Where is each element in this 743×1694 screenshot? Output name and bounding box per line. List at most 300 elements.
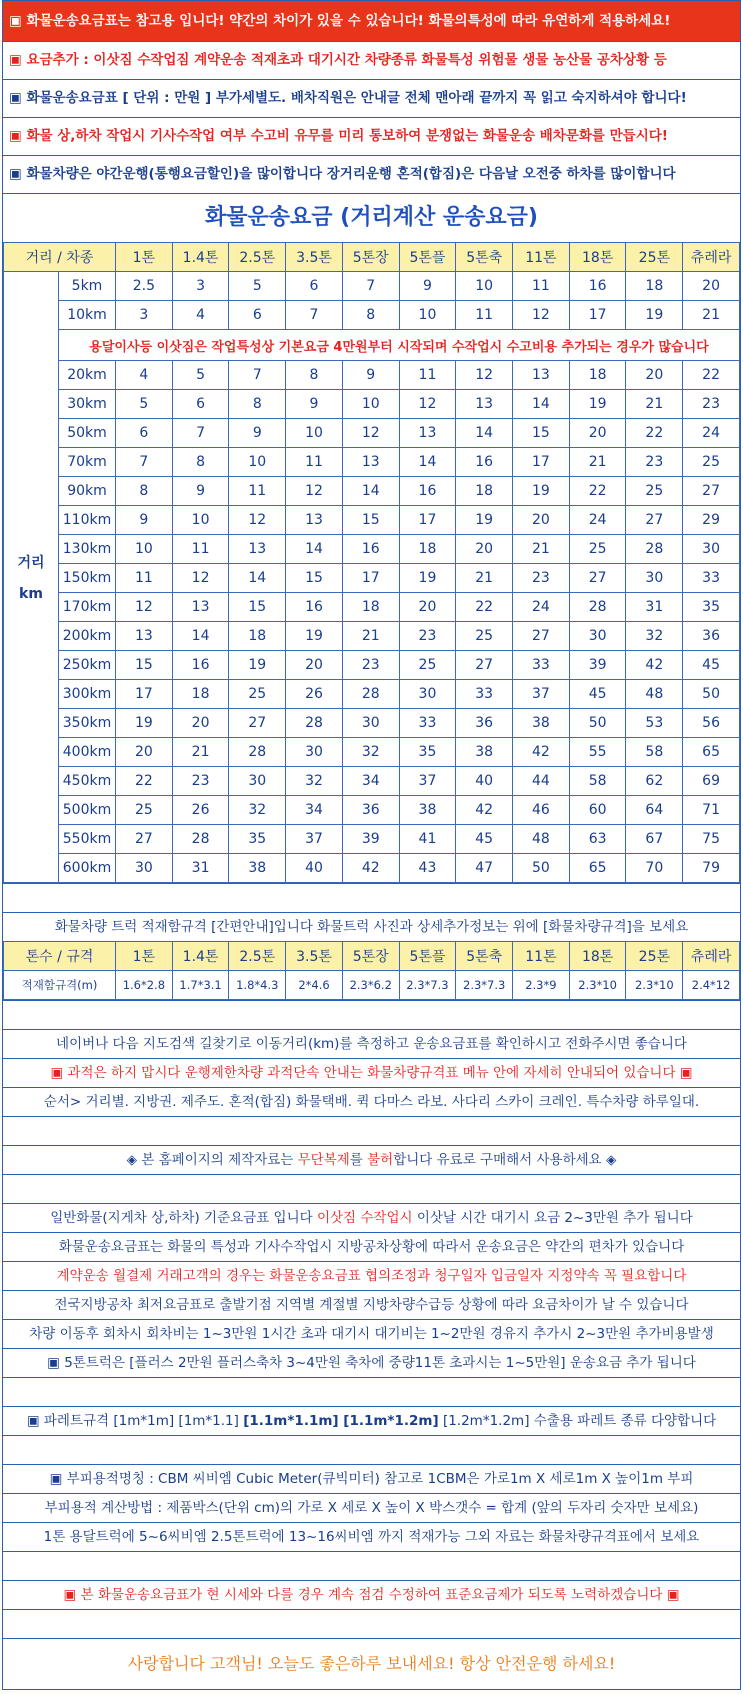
rate-cell: 7	[342, 272, 399, 301]
rate-cell: 8	[286, 361, 343, 390]
rate-cell: 30	[229, 767, 286, 796]
rate-cell: 6	[172, 390, 229, 419]
rate-cell: 27	[513, 622, 570, 651]
rate-cell: 11	[399, 361, 456, 390]
rate-cell: 12	[172, 564, 229, 593]
rate-cell: 6	[229, 301, 286, 330]
rate-cell: 30	[683, 535, 740, 564]
rate-cell: 20	[399, 593, 456, 622]
pallet-part: ▣ 파레트규격 [1m*1m] [1m*1.1]	[26, 1413, 244, 1429]
rate-row	[4, 564, 740, 593]
rate-cell: 25	[626, 477, 683, 506]
rate-cell: 13	[342, 448, 399, 477]
rate-col-header: 5톤장	[342, 243, 399, 272]
rate-cell: 23	[399, 622, 456, 651]
pallet-note	[3, 1406, 740, 1435]
rate-row	[4, 709, 740, 738]
rate-cell: 35	[399, 738, 456, 767]
rate-cell: 19	[116, 709, 173, 738]
rate-cell: 31	[172, 854, 229, 883]
rate-cell: 9	[286, 390, 343, 419]
rate-cell: 24	[683, 419, 740, 448]
spacer	[3, 1000, 740, 1029]
rate-row	[4, 301, 740, 330]
rate-cell: 25	[569, 535, 626, 564]
general-note-5: 차량 이동후 회차시 회차비는 1~3만원 1시간 초과 대기시 대기비는 1~2만원 경유지 추가시 2~3만원 추가비용발생	[3, 1319, 740, 1348]
rate-cell: 18	[172, 680, 229, 709]
rate-cell: 70	[626, 854, 683, 883]
rate-cell: 32	[286, 767, 343, 796]
rate-cell: 13	[172, 593, 229, 622]
rate-cell: 2.5	[116, 272, 173, 301]
spec-cell: 2.3*10	[626, 971, 683, 1000]
spec-col-header: 2.5톤	[229, 942, 286, 971]
spacer	[3, 883, 740, 912]
distance-cell: 350km	[59, 709, 116, 738]
rate-cell: 45	[569, 680, 626, 709]
moving-note: 용달이사등 이삿짐은 작업특성상 기본요금 4만원부터 시작되며 수작업시 수고비용 추가되는 경우가 많습니다	[59, 330, 740, 361]
rate-cell: 30	[116, 854, 173, 883]
rate-cell: 11	[116, 564, 173, 593]
distance-cell: 130km	[59, 535, 116, 564]
rate-cell: 18	[456, 477, 513, 506]
rate-cell: 8	[116, 477, 173, 506]
rate-cell: 35	[683, 593, 740, 622]
rate-cell: 26	[286, 680, 343, 709]
rate-cell: 7	[229, 361, 286, 390]
rate-cell: 25	[456, 622, 513, 651]
distance-cell: 450km	[59, 767, 116, 796]
rate-cell: 41	[399, 825, 456, 854]
rate-cell: 9	[342, 361, 399, 390]
rate-cell: 38	[513, 709, 570, 738]
rate-title: 화물운송요금 (거리계산 운송요금)	[3, 193, 740, 242]
cbm-note-3: 1톤 용달트럭에 5~6씨비엠 2.5톤트럭에 13~16씨비엠 까지 적재가능 그외 자료는 화물차량규격표에서 보세요	[3, 1522, 740, 1551]
rate-cell: 10	[399, 301, 456, 330]
rate-cell: 36	[456, 709, 513, 738]
info-overload: ▣ 과적은 하지 맙시다 운행제한차량 과적단속 안내는 화물차량규격표 메뉴 안에 자세히 안내되어 있습니다 ▣	[3, 1058, 740, 1087]
rate-col-header: 3.5톤	[286, 243, 343, 272]
rate-cell: 24	[569, 506, 626, 535]
side-label-distance: 거리	[17, 555, 45, 571]
rate-cell: 37	[286, 825, 343, 854]
rate-cell: 10	[116, 535, 173, 564]
rate-cell: 20	[286, 651, 343, 680]
rate-cell: 21	[626, 390, 683, 419]
rate-cell: 6	[116, 419, 173, 448]
spec-cell: 2.3*6.2	[342, 971, 399, 1000]
rate-cell: 23	[513, 564, 570, 593]
rate-cell: 39	[342, 825, 399, 854]
rate-cell: 71	[683, 796, 740, 825]
info-order: 순서> 거리별. 지방권. 제주도. 혼적(합짐) 화물택배. 퀵 다마스 라보. 사다리 스카이 크레인. 특수차량 하루일대.	[3, 1087, 740, 1116]
rate-cell: 19	[229, 651, 286, 680]
rate-cell: 23	[342, 651, 399, 680]
distance-cell: 300km	[59, 680, 116, 709]
rate-cell: 21	[683, 301, 740, 330]
rate-cell: 33	[513, 651, 570, 680]
rate-row	[4, 825, 740, 854]
spec-col-header: 18톤	[569, 942, 626, 971]
rate-cell: 13	[116, 622, 173, 651]
rate-cell: 4	[116, 361, 173, 390]
cbm-note-1: ▣ 부피용적명칭 : CBM 씨비엠 Cubic Meter(큐빅미터) 참고로 1CBM은 가로1m X 세로1m X 높이1m 부피	[3, 1464, 740, 1493]
rate-cell: 36	[342, 796, 399, 825]
notice-surcharge: ▣ 요금추가 : 이삿짐 수작업짐 계약운송 적재초과 대기시간 차량종류 화물특성 위험물 생물 농산물 공차상황 등	[3, 41, 740, 79]
rate-cell: 19	[286, 622, 343, 651]
rate-row	[4, 448, 740, 477]
rate-cell: 10	[286, 419, 343, 448]
rate-row	[4, 854, 740, 883]
rate-row	[4, 796, 740, 825]
copy-part: 를	[349, 1152, 368, 1168]
rate-cell: 50	[569, 709, 626, 738]
rate-cell: 11	[172, 535, 229, 564]
g1-part: 이삿날 시간 대기시 요금 2~3만원 추가 됩니다	[412, 1210, 693, 1226]
rate-cell: 17	[116, 680, 173, 709]
distance-cell: 150km	[59, 564, 116, 593]
copy-part: 무단복제	[297, 1152, 350, 1168]
rate-cell: 43	[399, 854, 456, 883]
rate-cell: 5	[116, 390, 173, 419]
copy-part: ◈ 본 홈페이지의 제작자료는	[126, 1152, 298, 1168]
rate-cell: 8	[342, 301, 399, 330]
rate-cell: 25	[116, 796, 173, 825]
rate-cell: 38	[229, 854, 286, 883]
rate-cell: 25	[399, 651, 456, 680]
rate-col-header: 11톤	[513, 243, 570, 272]
rate-cell: 50	[683, 680, 740, 709]
rate-cell: 10	[456, 272, 513, 301]
info-distance: 네이버나 다음 지도검색 길찾기로 이동거리(km)를 측정하고 운송요금표를 확인하시고 전화주시면 좋습니다	[3, 1029, 740, 1058]
rate-cell: 16	[342, 535, 399, 564]
rate-cell: 46	[513, 796, 570, 825]
rate-cell: 22	[116, 767, 173, 796]
rate-cell: 4	[172, 301, 229, 330]
rate-cell: 28	[229, 738, 286, 767]
rate-cell: 21	[342, 622, 399, 651]
rate-cell: 12	[342, 419, 399, 448]
rate-cell: 8	[229, 390, 286, 419]
rate-col-header: 1톤	[116, 243, 173, 272]
side-label-km: km	[19, 586, 43, 602]
rate-cell: 22	[569, 477, 626, 506]
rate-cell: 48	[513, 825, 570, 854]
rate-row	[4, 477, 740, 506]
rate-cell: 30	[286, 738, 343, 767]
spec-col-header: 11톤	[513, 942, 570, 971]
rate-cell: 9	[116, 506, 173, 535]
spacer	[3, 1174, 740, 1203]
rate-row	[4, 593, 740, 622]
rate-cell: 21	[513, 535, 570, 564]
spec-cell: 1.8*4.3	[229, 971, 286, 1000]
rate-cell: 21	[569, 448, 626, 477]
rate-cell: 42	[626, 651, 683, 680]
rate-cell: 22	[626, 419, 683, 448]
distance-cell: 70km	[59, 448, 116, 477]
rate-cell: 35	[229, 825, 286, 854]
rate-cell: 7	[116, 448, 173, 477]
general-note-1	[3, 1203, 740, 1232]
rate-cell: 20	[626, 361, 683, 390]
cbm-note-2: 부피용적 계산방법 : 제품박스(단위 cm)의 가로 X 세로 X 높이 X 박스갯수 = 합계 (앞의 두자리 숫자만 보세요)	[3, 1493, 740, 1522]
rate-cell: 58	[569, 767, 626, 796]
rate-cell: 55	[569, 738, 626, 767]
rate-col-header: 5톤플	[399, 243, 456, 272]
rate-cell: 18	[229, 622, 286, 651]
rate-cell: 13	[229, 535, 286, 564]
rate-cell: 12	[399, 390, 456, 419]
rate-cell: 58	[626, 738, 683, 767]
rate-cell: 12	[456, 361, 513, 390]
rate-cell: 17	[342, 564, 399, 593]
top-banner: ▣ 화물운송요금표는 참고용 입니다! 약간의 차이가 있을 수 있습니다! 화물의특성에 따라 유연하게 적용하세요!	[3, 1, 740, 41]
rate-col-header: 25톤	[626, 243, 683, 272]
rate-col-header: 2.5톤	[229, 243, 286, 272]
rate-cell: 21	[172, 738, 229, 767]
rate-cell: 15	[513, 419, 570, 448]
rate-cell: 39	[569, 651, 626, 680]
rate-cell: 79	[683, 854, 740, 883]
update-note: ▣ 본 화물운송요금표가 현 시세와 다를 경우 계속 점검 수정하여 표준요금제가 되도록 노력하겠습니다 ▣	[3, 1580, 740, 1609]
distance-cell: 600km	[59, 854, 116, 883]
rate-cell: 23	[683, 390, 740, 419]
rate-cell: 13	[399, 419, 456, 448]
rate-cell: 19	[399, 564, 456, 593]
rate-cell: 32	[342, 738, 399, 767]
rate-cell: 40	[456, 767, 513, 796]
rate-cell: 30	[399, 680, 456, 709]
distance-cell: 10km	[59, 301, 116, 330]
rate-cell: 60	[569, 796, 626, 825]
rate-cell: 19	[569, 390, 626, 419]
general-note-6: ▣ 5톤트럭은 [플러스 2만원 플러스축차 3~4만원 축차에 중량11톤 초과시는 1~5만원] 운송요금 추가 됩니다	[3, 1348, 740, 1377]
rate-cell: 30	[626, 564, 683, 593]
rate-cell: 28	[172, 825, 229, 854]
rate-row	[4, 419, 740, 448]
rate-col-header: 18톤	[569, 243, 626, 272]
rate-cell: 14	[456, 419, 513, 448]
rate-cell: 63	[569, 825, 626, 854]
rate-cell: 20	[513, 506, 570, 535]
rate-table	[3, 242, 740, 883]
rate-cell: 14	[286, 535, 343, 564]
rate-cell: 14	[513, 390, 570, 419]
rate-cell: 65	[683, 738, 740, 767]
rate-cell: 28	[342, 680, 399, 709]
rate-cell: 12	[229, 506, 286, 535]
rate-row	[4, 506, 740, 535]
rate-page	[2, 0, 741, 1690]
rate-cell: 16	[286, 593, 343, 622]
rate-cell: 28	[286, 709, 343, 738]
distance-side-label	[4, 272, 59, 883]
rate-cell: 10	[229, 448, 286, 477]
g1-part: 일반화물(지게차 상,하차) 기준요금표 입니다	[50, 1210, 317, 1226]
spec-intro: 화물차량 트럭 적재함규격 [간편안내]입니다 화물트럭 사진과 상세추가정보는 위에 [화물차량규격]을 보세요	[3, 912, 740, 941]
rate-cell: 10	[342, 390, 399, 419]
rate-cell: 13	[286, 506, 343, 535]
spec-cell: 2.4*12	[683, 971, 740, 1000]
rate-cell: 42	[342, 854, 399, 883]
rate-cell: 34	[342, 767, 399, 796]
copy-part: 합니다 유료로 구매해서 사용하세요 ◈	[393, 1152, 617, 1168]
distance-cell: 20km	[59, 361, 116, 390]
rate-cell: 9	[399, 272, 456, 301]
rate-cell: 9	[172, 477, 229, 506]
rate-cell: 44	[513, 767, 570, 796]
rate-cell: 34	[286, 796, 343, 825]
rate-cell: 27	[569, 564, 626, 593]
distance-cell: 400km	[59, 738, 116, 767]
rate-cell: 64	[626, 796, 683, 825]
rate-cell: 12	[286, 477, 343, 506]
notice-night: ▣ 화물차량은 야간운행(통행요금할인)을 많이합니다 장거리운행 혼적(합짐)은 다음날 오전중 하차를 많이합니다	[3, 155, 740, 193]
rate-cell: 14	[342, 477, 399, 506]
rate-cell: 16	[569, 272, 626, 301]
pallet-part: [1.2m*1.2m] 수출용 파레트 종류 다양합니다	[438, 1413, 717, 1429]
rate-cell: 20	[683, 272, 740, 301]
rate-cell: 33	[399, 709, 456, 738]
rate-cell: 19	[513, 477, 570, 506]
rate-cell: 19	[456, 506, 513, 535]
rate-cell: 13	[513, 361, 570, 390]
spec-cell: 2.3*10	[569, 971, 626, 1000]
rate-cell: 45	[683, 651, 740, 680]
rate-row	[4, 738, 740, 767]
rate-cell: 10	[172, 506, 229, 535]
copy-part: 불허	[367, 1152, 394, 1168]
distance-cell: 500km	[59, 796, 116, 825]
rate-cell: 27	[456, 651, 513, 680]
general-note-3: 계약운송 월결제 거래고객의 경우는 화물운송요금표 협의조정과 청구일자 입금일자 지정약속 꼭 필요합니다	[3, 1261, 740, 1290]
rate-cell: 42	[456, 796, 513, 825]
spec-col-header: 5톤축	[456, 942, 513, 971]
rate-row	[4, 767, 740, 796]
rate-cell: 17	[569, 301, 626, 330]
general-note-4: 전국지방공차 최저요금표로 출발기점 지역별 계절별 지방차량수급등 상황에 따라 요금차이가 날 수 있습니다	[3, 1290, 740, 1319]
copyright-note	[3, 1145, 740, 1174]
rate-cell: 18	[342, 593, 399, 622]
distance-cell: 200km	[59, 622, 116, 651]
rate-cell: 27	[229, 709, 286, 738]
rate-cell: 5	[229, 272, 286, 301]
rate-cell: 56	[683, 709, 740, 738]
spec-cell: 1.6*2.8	[116, 971, 173, 1000]
rate-cell: 25	[229, 680, 286, 709]
spacer	[3, 1377, 740, 1406]
rate-cell: 26	[172, 796, 229, 825]
distance-cell: 170km	[59, 593, 116, 622]
rate-cell: 12	[116, 593, 173, 622]
rate-cell: 37	[513, 680, 570, 709]
rate-cell: 28	[569, 593, 626, 622]
rate-cell: 25	[683, 448, 740, 477]
spacer	[3, 1116, 740, 1145]
rate-cell: 14	[172, 622, 229, 651]
spec-col-header: 1톤	[116, 942, 173, 971]
rate-cell: 16	[456, 448, 513, 477]
rate-header-row	[4, 243, 740, 272]
rate-cell: 53	[626, 709, 683, 738]
spacer	[3, 1609, 740, 1638]
rate-row	[4, 680, 740, 709]
rate-cell: 48	[626, 680, 683, 709]
rate-cell: 9	[229, 419, 286, 448]
rate-cell: 32	[626, 622, 683, 651]
rate-cell: 13	[456, 390, 513, 419]
rate-cell: 31	[626, 593, 683, 622]
rate-cell: 23	[626, 448, 683, 477]
rate-cell: 20	[569, 419, 626, 448]
rate-cell: 36	[683, 622, 740, 651]
rate-cell: 22	[683, 361, 740, 390]
distance-cell: 5km	[59, 272, 116, 301]
rate-cell: 16	[172, 651, 229, 680]
rate-cell: 15	[229, 593, 286, 622]
rate-note-row	[4, 330, 740, 361]
rate-row	[4, 390, 740, 419]
spec-cell: 2.3*7.3	[399, 971, 456, 1000]
rate-cell: 32	[229, 796, 286, 825]
rate-cell: 15	[342, 506, 399, 535]
rate-cell: 45	[456, 825, 513, 854]
rate-cell: 16	[399, 477, 456, 506]
rate-cell: 11	[456, 301, 513, 330]
footer-greeting: 사랑합니다 고객님! 오늘도 좋은하루 보내세요! 항상 안전운행 하세요!	[3, 1638, 740, 1689]
rate-row	[4, 535, 740, 564]
rate-cell: 30	[342, 709, 399, 738]
rate-cell: 33	[683, 564, 740, 593]
rate-cell: 3	[172, 272, 229, 301]
rate-cell: 11	[513, 272, 570, 301]
distance-cell: 90km	[59, 477, 116, 506]
spacer	[3, 1551, 740, 1580]
rate-cell: 38	[399, 796, 456, 825]
rate-cell: 18	[569, 361, 626, 390]
rate-col-header: 5톤축	[456, 243, 513, 272]
rate-cell: 28	[626, 535, 683, 564]
spec-col-header: 5톤장	[342, 942, 399, 971]
rate-cell: 67	[626, 825, 683, 854]
rate-cell: 6	[286, 272, 343, 301]
rate-cell: 12	[513, 301, 570, 330]
rate-cell: 18	[399, 535, 456, 564]
rate-cell: 40	[286, 854, 343, 883]
rate-col-header: 1.4톤	[172, 243, 229, 272]
rate-cell: 19	[626, 301, 683, 330]
spec-table	[3, 941, 740, 1000]
rate-cell: 17	[513, 448, 570, 477]
rate-cell: 21	[456, 564, 513, 593]
rate-cell: 17	[399, 506, 456, 535]
spec-col-header: 5톤플	[399, 942, 456, 971]
rate-cell: 37	[399, 767, 456, 796]
rate-cell: 18	[626, 272, 683, 301]
rate-cell: 3	[116, 301, 173, 330]
rate-cell: 27	[116, 825, 173, 854]
rate-cell: 14	[229, 564, 286, 593]
general-note-2: 화물운송요금표는 화물의 특성과 기사수작업시 지방공차상황에 따라서 운송요금은 약간의 편차가 있습니다	[3, 1232, 740, 1261]
rate-corner: 거리 / 차종	[4, 243, 116, 272]
rate-cell: 29	[683, 506, 740, 535]
spec-row	[4, 971, 740, 1000]
spec-cell: 2.3*7.3	[456, 971, 513, 1000]
spacer	[3, 1435, 740, 1464]
rate-cell: 5	[172, 361, 229, 390]
rate-cell: 23	[172, 767, 229, 796]
